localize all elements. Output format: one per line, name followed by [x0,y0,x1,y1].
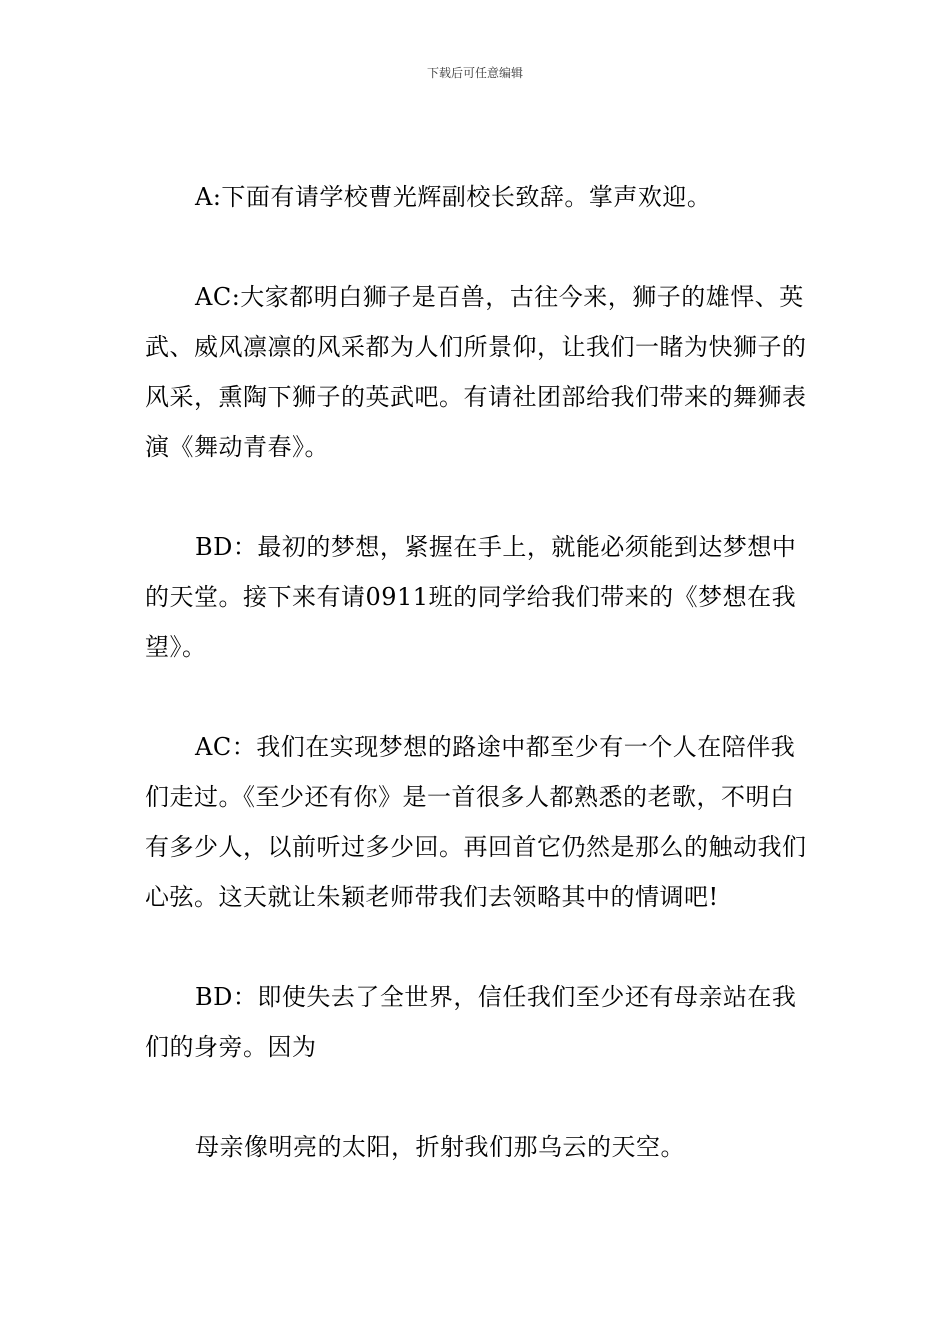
paragraph-3: BD：最初的梦想，紧握在手上，就能必须能到达梦想中的天堂。接下来有请0911班的同学给我们带来的《梦想在我望》。 [145,533,797,661]
page-header: 下载后可任意编辑 [426,66,523,80]
paragraph-1: A:下面有请学校曹光辉副校长致辞。掌声欢迎。 [195,183,712,211]
paragraph-2: AC:大家都明白狮子是百兽，古往今来，狮子的雄悍、英武、威风凛凛的风采都为人们所景仰，让我们一睹为快狮子的风采，熏陶下狮子的英武吧。有请社团部给我们带来的舞狮表演《舞动青春》。 [145,283,807,461]
document-body [145,172,810,1222]
paragraph-6: 母亲像明亮的太阳，折射我们那乌云的天空。 [195,1133,685,1161]
paragraph-4: AC：我们在实现梦想的路途中都至少有一个人在陪伴我们走过。《至少还有你》是一首很多人都熟悉的老歌，不明白有多少人，以前听过多少回。再回首它仍然是那么的触动我们心弦。这天就让朱颖老师带我们去领略其中的情调吧! [145,733,807,911]
paragraph-5: BD：即使失去了全世界，信任我们至少还有母亲站在我们的身旁。因为 [145,983,797,1061]
